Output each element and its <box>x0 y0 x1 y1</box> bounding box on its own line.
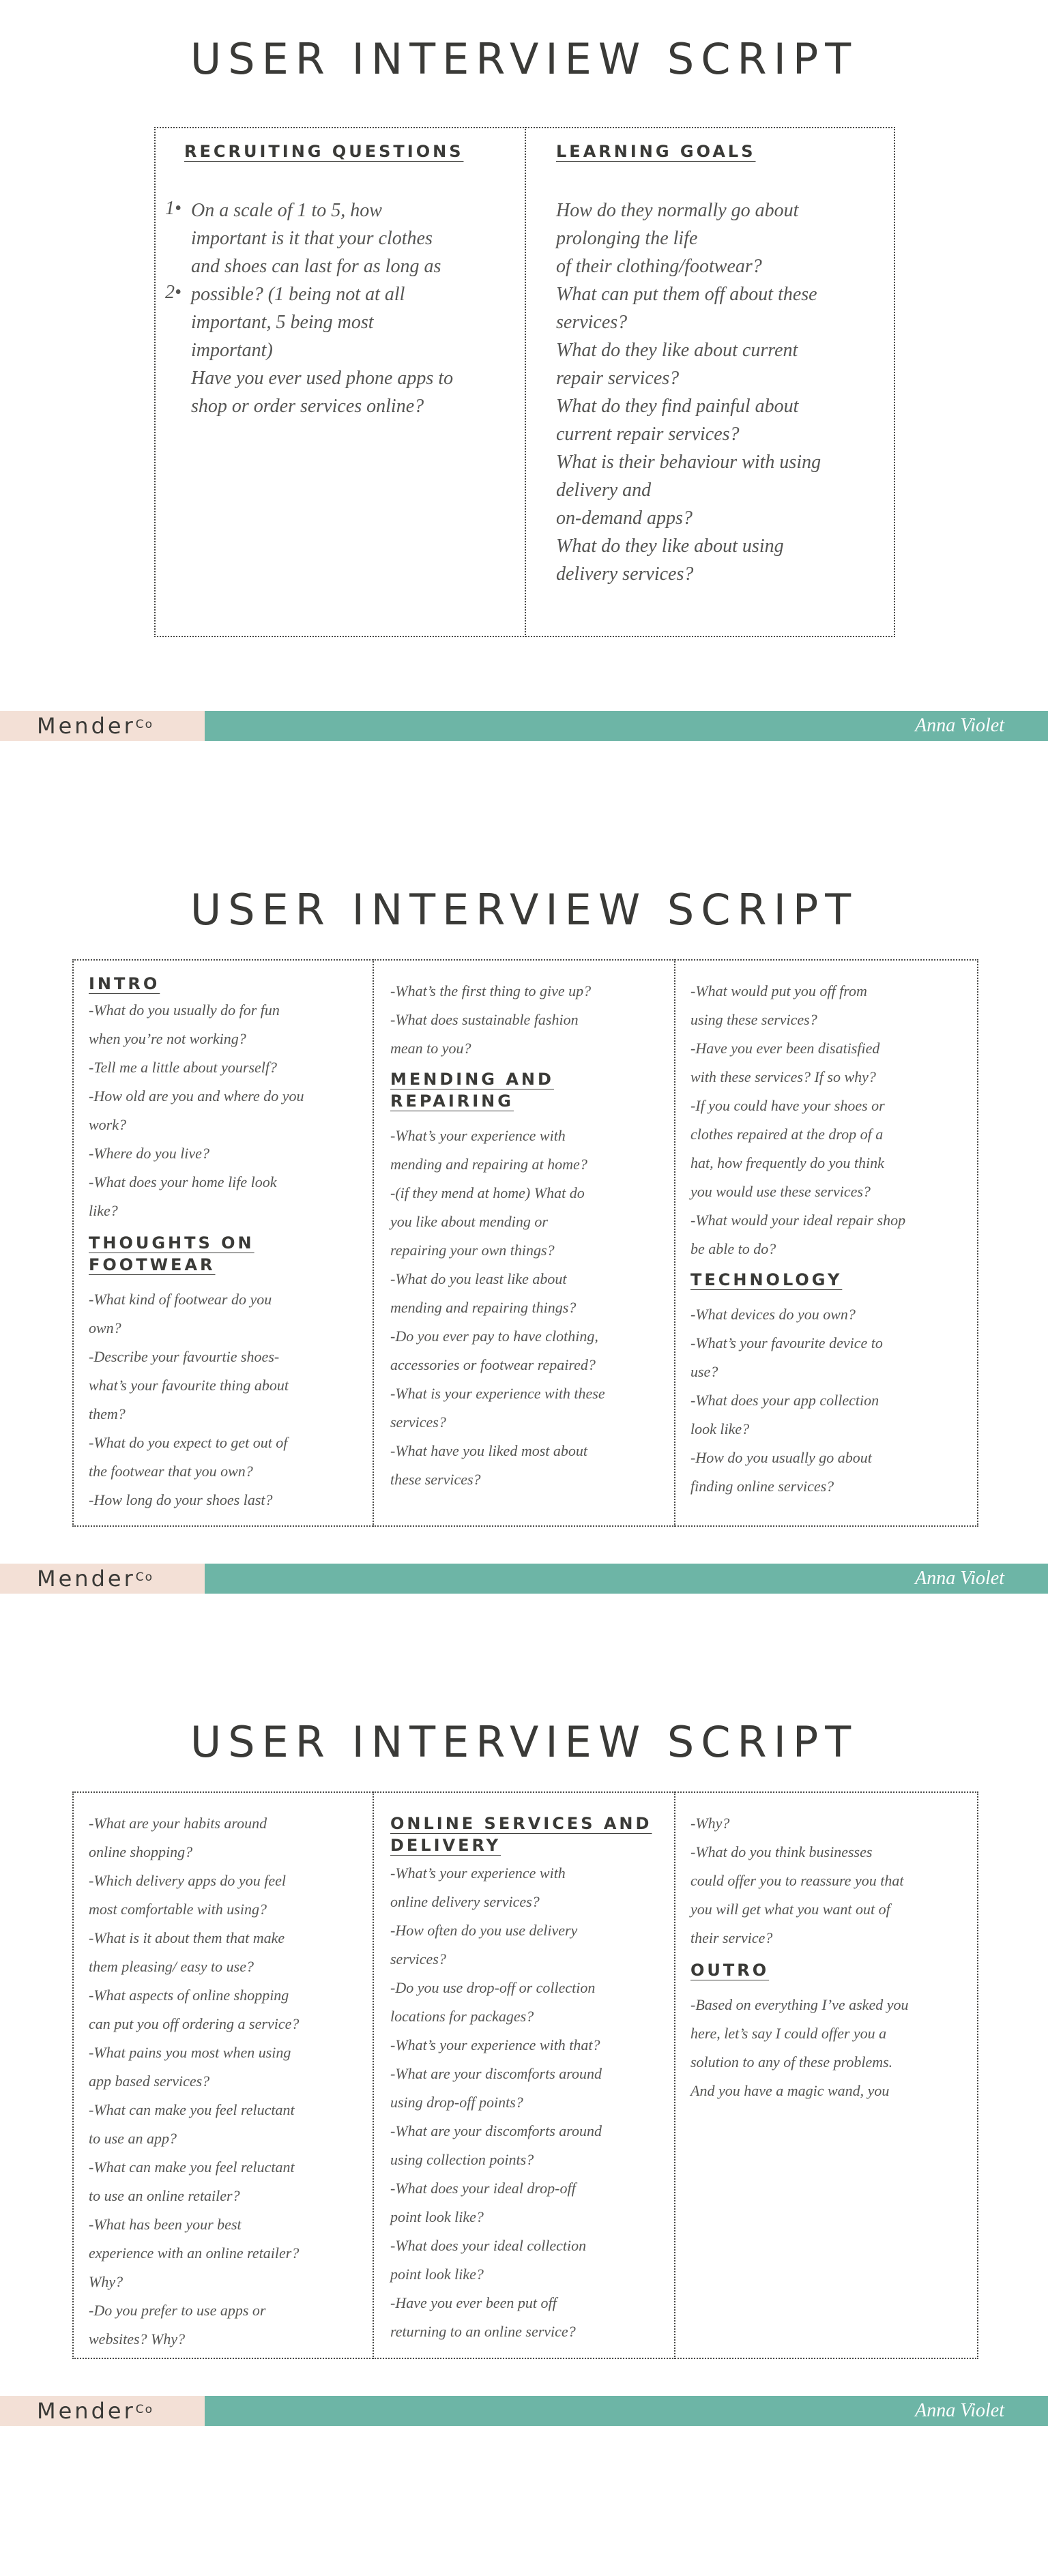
recruiting-questions-text <box>191 196 519 420</box>
text-line: On a scale of 1 to 5, how <box>191 200 382 221</box>
list-number: 2• <box>165 282 181 303</box>
text-line: shop or order services online? <box>191 396 424 417</box>
text-line: -(if they mend at home) What do <box>390 1184 585 1201</box>
text-line: prolonging the life <box>556 228 698 249</box>
text-line: current repair services? <box>556 424 740 445</box>
text-line: locations for packages? <box>390 2008 534 2025</box>
text-line: delivery and <box>556 480 652 501</box>
text-line: -What’s your experience with <box>390 1127 566 1144</box>
text-line: their service? <box>690 1929 773 1946</box>
footer-author-panel <box>205 2396 1048 2426</box>
text-line: them? <box>89 1405 126 1422</box>
brand-logo: Mender$^{Co}$ <box>37 2398 154 2424</box>
text-line: -What can make you feel reluctant <box>89 2158 295 2176</box>
text-line: -What does your home life look <box>89 1173 277 1190</box>
text-line: point look like? <box>390 2208 484 2225</box>
text-line: What is their behaviour with using <box>556 452 821 473</box>
text-line: services? <box>390 1950 446 1967</box>
text-line: to use an online retailer? <box>89 2187 240 2204</box>
text-line: Why? <box>89 2273 123 2290</box>
text-line: can put you off ordering a service? <box>89 2015 300 2032</box>
text-line: delivery services? <box>556 564 694 585</box>
text-line: be able to do? <box>690 1240 776 1257</box>
text-line: to use an app? <box>89 2130 177 2147</box>
text-line: on-demand apps? <box>556 508 693 529</box>
text-line: -How do you usually go about <box>690 1449 872 1466</box>
text-line: -What can make you feel reluctant <box>89 2101 295 2118</box>
text-line: What can put them off about these <box>556 284 817 305</box>
text-line: -What’s your favourite device to <box>690 1334 883 1351</box>
text-line: -What’s the first thing to give up? <box>390 982 592 999</box>
column-divider <box>373 1791 374 2359</box>
text-line: experience with an online retailer? <box>89 2244 300 2262</box>
interview-column-1 <box>89 1809 368 2354</box>
text-line: -Where do you live? <box>89 1145 209 1162</box>
footer-bar <box>0 2396 1048 2426</box>
text-line: -Why? <box>690 1815 730 1832</box>
interview-column-3 <box>690 1809 974 2105</box>
text-line: -What are your discomforts around <box>390 2122 602 2139</box>
text-line: -Have you ever been put off <box>390 2294 557 2311</box>
text-line: online shopping? <box>89 1843 193 1860</box>
footwear-heading: THOUGHTS ON FOOTWEAR <box>89 1233 254 1274</box>
brand-logo: Mender$^{Co}$ <box>37 713 154 739</box>
text-line: -What is your experience with these <box>390 1385 605 1402</box>
text-line: look like? <box>690 1420 750 1437</box>
text-line: you would use these services? <box>690 1183 871 1200</box>
text-line: -If you could have your shoes or <box>690 1097 885 1114</box>
text-line: -What would put you off from <box>690 982 867 999</box>
footer-author-panel <box>205 1564 1048 1594</box>
page-title: USER INTERVIEW SCRIPT <box>190 34 858 84</box>
text-line: work? <box>89 1116 126 1133</box>
interview-column-1 <box>89 973 368 1514</box>
list-number: 1• <box>165 198 181 219</box>
text-line: -What pains you most when using <box>89 2044 291 2061</box>
text-line: important) <box>191 340 273 361</box>
outro-heading: OUTRO <box>690 1961 770 1980</box>
text-line: of their clothing/footwear? <box>556 256 762 277</box>
interview-column-3 <box>690 977 974 1501</box>
text-line: -Tell me a little about yourself? <box>89 1059 277 1076</box>
text-line: with these services? If so why? <box>690 1068 876 1085</box>
text-line: using drop-off points? <box>390 2094 523 2111</box>
text-line: -What do you think businesses <box>690 1843 873 1860</box>
interview-column-2 <box>390 977 670 1494</box>
text-line: like? <box>89 1202 118 1219</box>
text-line: -How often do you use delivery <box>390 1922 578 1939</box>
text-line: own? <box>89 1319 121 1336</box>
text-line: them pleasing/ easy to use? <box>89 1958 254 1975</box>
footer-bar <box>0 1564 1048 1594</box>
text-line: could offer you to reassure you that <box>690 1872 904 1889</box>
text-line: -How old are you and where do you <box>89 1087 304 1104</box>
text-line: using these services? <box>690 1011 817 1028</box>
text-line: important, 5 being most <box>191 312 374 333</box>
learning-goals-section <box>556 141 884 162</box>
text-line: -What is it about them that make <box>89 1929 285 1946</box>
page-title: USER INTERVIEW SCRIPT <box>190 1717 858 1767</box>
text-line: What do they like about current <box>556 340 798 361</box>
text-line: important is it that your clothes <box>191 228 433 249</box>
learning-goals-text <box>556 196 890 588</box>
page-title: USER INTERVIEW SCRIPT <box>190 885 858 935</box>
footer-brand-panel <box>0 1564 205 1594</box>
text-line: -Do you ever pay to have clothing, <box>390 1328 598 1345</box>
text-line: services? <box>390 1414 446 1431</box>
text-line: when you’re not working? <box>89 1030 246 1047</box>
text-line: Have you ever used phone apps to <box>191 368 454 389</box>
text-line: services? <box>556 312 628 333</box>
text-line: -Describe your favourtie shoes- <box>89 1348 280 1365</box>
intro-heading: INTRO <box>89 974 160 993</box>
text-line: -What kind of footwear do you <box>89 1291 272 1308</box>
text-line: And you have a magic wand, you <box>690 2082 890 2099</box>
text-line: mending and repairing things? <box>390 1299 577 1316</box>
text-line: -What do you least like about <box>390 1270 567 1287</box>
text-line: app based services? <box>89 2073 210 2090</box>
text-line: -What devices do you own? <box>690 1306 856 1323</box>
column-divider <box>674 959 675 1527</box>
text-line: -What does your ideal collection <box>390 2237 587 2254</box>
text-line: point look like? <box>390 2266 484 2283</box>
text-line: -Do you use drop-off or collection <box>390 1979 596 1996</box>
text-line: -What’s your experience with <box>390 1864 566 1882</box>
text-line: most comfortable with using? <box>89 1901 267 1918</box>
recruiting-questions-heading: RECRUITING QUESTIONS <box>184 142 464 161</box>
footer-brand-panel <box>0 711 205 741</box>
column-divider <box>525 127 526 637</box>
text-line: -What do you usually do for fun <box>89 1001 280 1019</box>
footer-brand-panel <box>0 2396 205 2426</box>
text-line: -What are your discomforts around <box>390 2065 602 2082</box>
footer-author-panel <box>205 711 1048 741</box>
text-line: finding online services? <box>690 1478 834 1495</box>
text-line: -What does sustainable fashion <box>390 1011 579 1028</box>
text-line: online delivery services? <box>390 1893 540 1910</box>
text-line: -How long do your shoes last? <box>89 1491 273 1508</box>
text-line: you will get what you want out of <box>690 1901 890 1918</box>
text-line: -What would your ideal repair shop <box>690 1212 906 1229</box>
column-divider <box>674 1791 675 2359</box>
mending-heading: MENDING AND REPAIRING <box>390 1070 554 1111</box>
text-line: these services? <box>390 1471 481 1488</box>
technology-heading: TECHNOLOGY <box>690 1270 843 1289</box>
online-services-heading: ONLINE SERVICES AND DELIVERY <box>390 1814 652 1855</box>
text-line: repairing your own things? <box>390 1242 555 1259</box>
text-line: use? <box>690 1363 718 1380</box>
text-line: returning to an online service? <box>390 2323 576 2340</box>
text-line: -What aspects of online shopping <box>89 1987 289 2004</box>
text-line: using collection points? <box>390 2151 534 2168</box>
text-line: here, let’s say I could offer you a <box>690 2025 887 2042</box>
column-divider <box>373 959 374 1527</box>
author-name: Anna Violet <box>915 1568 1004 1589</box>
text-line: -What have you liked most about <box>390 1442 587 1459</box>
text-line: the footwear that you own? <box>89 1463 253 1480</box>
text-line: How do they normally go about <box>556 200 799 221</box>
text-line: websites? Why? <box>89 2330 186 2347</box>
text-line: -What’s your experience with that? <box>390 2036 600 2053</box>
text-line: hat, how frequently do you think <box>690 1154 884 1171</box>
text-line: -Based on everything I’ve asked you <box>690 1996 909 2013</box>
recruiting-questions-section <box>184 141 519 162</box>
text-line: -Do you prefer to use apps or <box>89 2302 266 2319</box>
interview-column-2 <box>390 1813 670 2346</box>
text-line: What do they like about using <box>556 536 784 557</box>
text-line: -What does your ideal drop-off <box>390 2180 576 2197</box>
text-line: -What does your app collection <box>690 1392 879 1409</box>
text-line: possible? (1 being not at all <box>191 284 405 305</box>
text-line: mean to you? <box>390 1040 471 1057</box>
text-line: clothes repaired at the drop of a <box>690 1126 884 1143</box>
text-line: accessories or footwear repaired? <box>390 1356 596 1373</box>
text-line: -What has been your best <box>89 2216 242 2233</box>
text-line: repair services? <box>556 368 680 389</box>
text-line: you like about mending or <box>390 1213 548 1230</box>
text-line: -What do you expect to get out of <box>89 1434 288 1451</box>
author-name: Anna Violet <box>915 2400 1004 2421</box>
brand-logo: Mender$^{Co}$ <box>37 1566 154 1592</box>
author-name: Anna Violet <box>915 715 1004 736</box>
text-line: and shoes can last for as long as <box>191 256 441 277</box>
learning-goals-heading: LEARNING GOALS <box>556 142 756 161</box>
text-line: mending and repairing at home? <box>390 1156 587 1173</box>
text-line: what’s your favourite thing about <box>89 1377 289 1394</box>
text-line: -What are your habits around <box>89 1815 267 1832</box>
text-line: What do they find painful about <box>556 396 799 417</box>
text-line: -Which delivery apps do you feel <box>89 1872 286 1889</box>
text-line: solution to any of these problems. <box>690 2053 893 2070</box>
text-line: -Have you ever been disatisfied <box>690 1040 880 1057</box>
footer-bar <box>0 711 1048 741</box>
